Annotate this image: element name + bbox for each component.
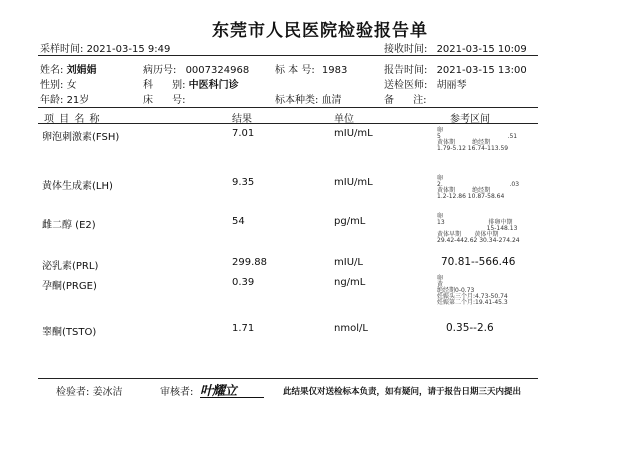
sex-value: 女 <box>66 80 77 91</box>
row-unit: nmol/L <box>334 323 368 334</box>
ref-line: 5 .51 <box>437 133 518 140</box>
sample-time-label: 采样时间: <box>40 44 84 55</box>
report-time <box>384 61 527 76</box>
ref-line: 妊娠第二个月:19.41-45.3 <box>437 299 508 306</box>
row-name: 泌乳素(PRL) <box>42 261 99 272</box>
row-ref-block <box>437 276 508 306</box>
doctor-label: 送检医师: <box>384 80 428 91</box>
doctor <box>384 76 467 91</box>
sample-time-value: 2021-03-15 9:49 <box>86 44 171 55</box>
age-label: 年龄: <box>40 95 64 106</box>
disclaimer-notice: 此结果仅对送检标本负责，如有疑问，请于报告日期三天内提出 <box>283 387 522 397</box>
row-result: 1.71 <box>232 323 255 334</box>
dept-value: 中医科门诊 <box>188 80 239 91</box>
inspector-value: 姜冰洁 <box>92 387 123 398</box>
record-value: 0007324968 <box>185 65 250 76</box>
record-number <box>143 61 249 76</box>
report-time-label: 报告时间: <box>384 65 428 76</box>
sample-type-label: 标本种类: <box>275 95 319 106</box>
row-unit: ng/mL <box>334 277 366 288</box>
row-result: 54 <box>232 216 245 227</box>
divider-top <box>38 55 538 56</box>
row-name: 黄体生成素(LH) <box>42 181 113 192</box>
ref-line: 15-148.13 <box>437 225 518 232</box>
sex-label: 性别: <box>40 80 64 91</box>
header-ref: 参考区间 <box>450 114 490 125</box>
row-name: 孕酮(PRGE) <box>42 281 97 292</box>
name-label: 姓名: <box>40 65 64 76</box>
receive-time <box>384 40 527 55</box>
ref-line: 1.2-12.86 10.87-58.64 <box>437 193 505 200</box>
row-unit: mIU/mL <box>334 177 373 188</box>
ref-line: 黄体期 绝经期 <box>437 187 491 194</box>
receive-time-label: 接收时间: <box>384 44 428 55</box>
row-name: 睾酮(TSTO) <box>42 327 97 338</box>
dept-label: 科 别: <box>143 80 186 91</box>
row-result: 9.35 <box>232 177 255 188</box>
receive-time-value: 2021-03-15 10:09 <box>436 44 527 55</box>
header-result: 结果 <box>232 114 252 125</box>
ref-line: 卵 <box>437 127 444 134</box>
report-time-value: 2021-03-15 13:00 <box>436 65 527 76</box>
row-ref-block <box>437 214 520 244</box>
ref-line: 绝经期0-0.73 <box>437 287 475 294</box>
patient-age <box>40 91 89 106</box>
doctor-value: 胡丽琴 <box>436 80 467 91</box>
ref-line: 2. .03 <box>437 181 520 188</box>
row-ref: 0.35--2.6 <box>446 322 494 334</box>
row-name: 卵泡刺激素(FSH) <box>42 132 120 143</box>
ref-line: 卵 <box>437 213 444 220</box>
patient-name <box>40 61 97 76</box>
ref-line: 1.79-5.12 16.74-113.59 <box>437 145 509 152</box>
row-result: 299.88 <box>232 257 267 268</box>
row-ref-block <box>437 128 517 152</box>
divider-header-bottom <box>38 123 538 124</box>
ref-line: 黄体早期 黄体中期 <box>437 231 499 238</box>
name-value: 刘娟娟 <box>66 65 97 76</box>
ref-line: 卵 <box>437 175 444 182</box>
row-unit: mIU/mL <box>334 128 373 139</box>
inspector <box>56 383 123 398</box>
row-unit: mIU/L <box>334 257 363 268</box>
divider-footer <box>38 378 538 379</box>
row-ref-block <box>437 176 519 200</box>
ref-line: 29.42-442.62 30.34-274.24 <box>437 237 520 244</box>
ref-line: 13 排卵中期 <box>437 219 513 226</box>
ref-line: 黄体期 绝经期 <box>437 139 491 146</box>
row-result: 7.01 <box>232 128 255 139</box>
ref-line: 黄 <box>437 281 444 288</box>
department <box>143 76 239 91</box>
reviewer-label: 审核者: <box>160 387 194 398</box>
row-name: 雌二醇 (E2) <box>42 220 96 231</box>
row-ref: 70.81--566.46 <box>441 256 516 268</box>
patient-sex <box>40 76 77 91</box>
sample-no-label: 标 本 号: <box>275 65 315 76</box>
age-value: 21岁 <box>66 95 90 106</box>
ref-line: 卵 <box>437 275 444 282</box>
sample-number <box>275 61 347 76</box>
sample-no-value: 1983 <box>321 65 348 76</box>
report-title: 东莞市人民医院检验报告单 <box>212 21 428 41</box>
reviewer-signature: 叶耀立 <box>200 384 237 399</box>
row-result: 0.39 <box>232 277 255 288</box>
sample-type <box>275 91 342 106</box>
bed-label: 床 号: <box>143 95 186 106</box>
header-item: 项 目 名 称 <box>44 114 101 125</box>
row-unit: pg/mL <box>334 216 366 227</box>
signature-underline <box>200 397 264 398</box>
sample-time <box>40 40 170 55</box>
remark-label: 备 注: <box>384 95 427 106</box>
ref-line: 妊娠头三个月:4.73-50.74 <box>437 293 508 300</box>
sample-type-value: 血清 <box>321 95 342 106</box>
record-label: 病历号: <box>143 65 177 76</box>
inspector-label: 检验者: <box>56 387 90 398</box>
divider-header-top <box>38 107 538 108</box>
header-unit: 单位 <box>334 114 354 125</box>
